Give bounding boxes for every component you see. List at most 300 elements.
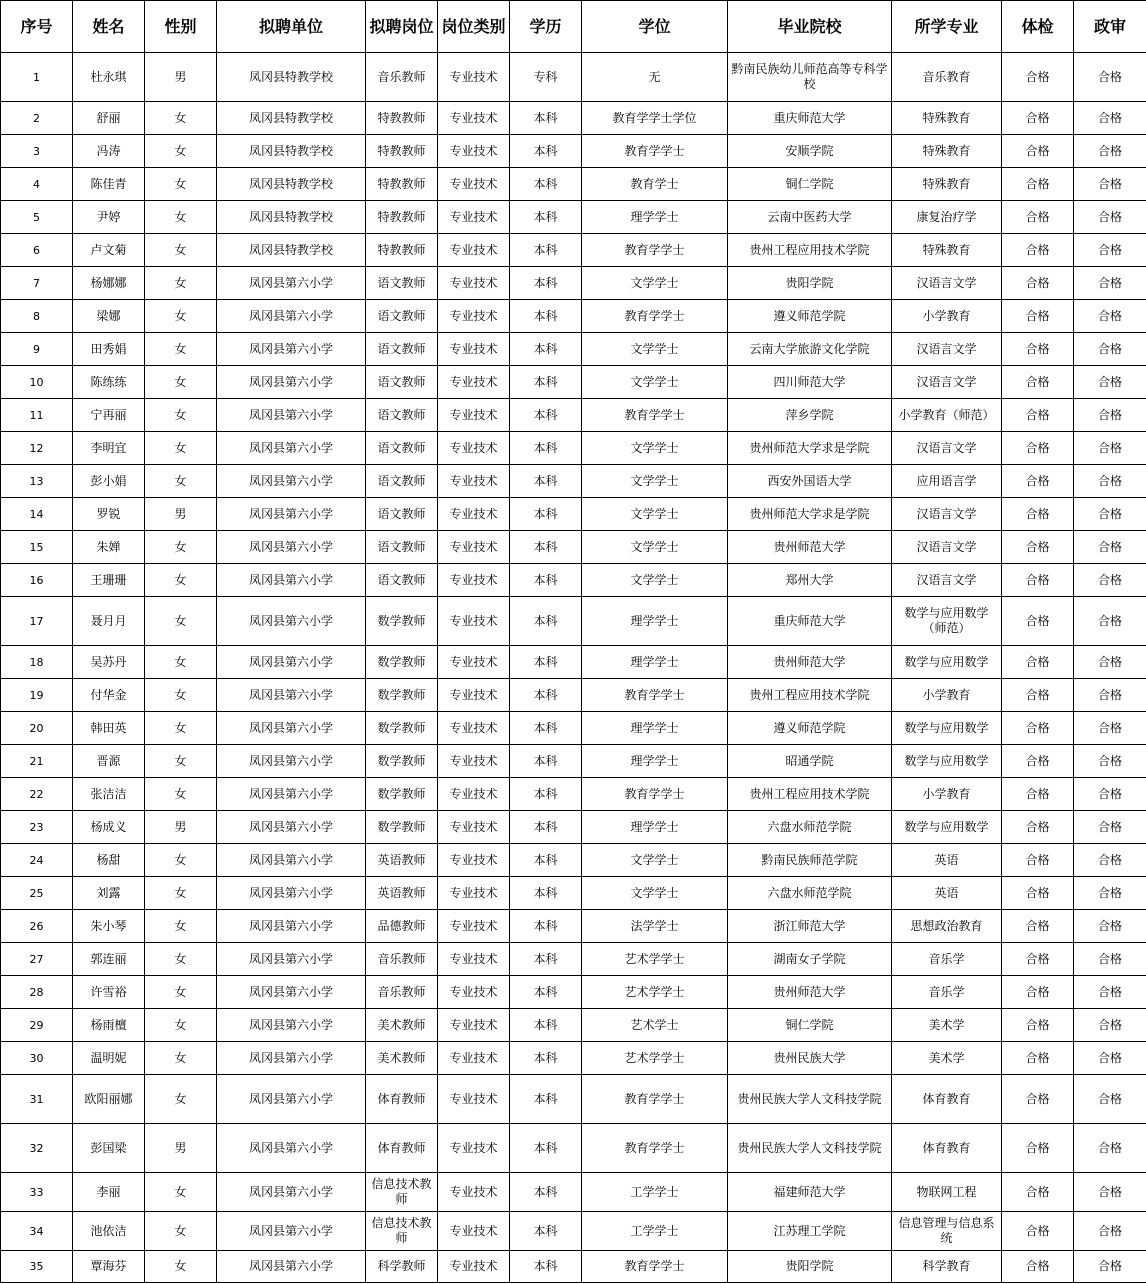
- position-cell: 体育教师: [366, 1075, 438, 1124]
- school-cell: 浙江师范大学: [728, 910, 892, 943]
- education-cell: 本科: [510, 778, 582, 811]
- position-cell: 语文教师: [366, 498, 438, 531]
- major-cell: 英语: [892, 844, 1002, 877]
- school-cell: 萍乡学院: [728, 399, 892, 432]
- position-cell: 语文教师: [366, 267, 438, 300]
- medical-check-cell: 合格: [1002, 1009, 1074, 1042]
- school-cell: 江苏理工学院: [728, 1212, 892, 1251]
- table-row: [1, 300, 1146, 333]
- name-cell: 欧阳丽娜: [73, 1075, 145, 1124]
- table-row: [1, 333, 1146, 366]
- position-cell: 数学教师: [366, 712, 438, 745]
- degree-cell: 艺术学学士: [582, 976, 728, 1009]
- table-row: [1, 811, 1146, 844]
- major-cell: 思想政治教育: [892, 910, 1002, 943]
- background-check-cell: 合格: [1074, 135, 1146, 168]
- degree-cell: 教育学士: [582, 168, 728, 201]
- degree-cell: 文学学士: [582, 267, 728, 300]
- medical-check-cell: 合格: [1002, 53, 1074, 102]
- unit-cell: 凤冈县第六小学: [217, 597, 366, 646]
- school-cell: 湖南女子学院: [728, 943, 892, 976]
- category-cell: 专业技术: [438, 976, 510, 1009]
- school-cell: 贵州师范大学求是学院: [728, 432, 892, 465]
- unit-cell: 凤冈县第六小学: [217, 877, 366, 910]
- major-cell: 小学教育: [892, 679, 1002, 712]
- major-cell: 汉语言文学: [892, 366, 1002, 399]
- category-cell: 专业技术: [438, 432, 510, 465]
- table-row: [1, 910, 1146, 943]
- name-cell: 聂月月: [73, 597, 145, 646]
- medical-check-cell: 合格: [1002, 1042, 1074, 1075]
- name-cell: 杨娜娜: [73, 267, 145, 300]
- table-row: [1, 102, 1146, 135]
- gender-cell: 女: [145, 564, 217, 597]
- name-cell: 杨甜: [73, 844, 145, 877]
- medical-check-cell: 合格: [1002, 135, 1074, 168]
- medical-check-cell: 合格: [1002, 498, 1074, 531]
- gender-cell: 男: [145, 811, 217, 844]
- degree-cell: 教育学学士: [582, 1075, 728, 1124]
- table-row: [1, 1212, 1146, 1251]
- position-cell: 美术教师: [366, 1009, 438, 1042]
- index-cell: 27: [1, 943, 73, 976]
- background-check-cell: 合格: [1074, 1212, 1146, 1251]
- index-cell: 8: [1, 300, 73, 333]
- medical-check-cell: 合格: [1002, 1075, 1074, 1124]
- header-cell: 姓名: [73, 1, 145, 53]
- table-row: [1, 531, 1146, 564]
- education-cell: 本科: [510, 1124, 582, 1173]
- background-check-cell: 合格: [1074, 1075, 1146, 1124]
- table-row: [1, 778, 1146, 811]
- background-check-cell: 合格: [1074, 778, 1146, 811]
- category-cell: 专业技术: [438, 778, 510, 811]
- medical-check-cell: 合格: [1002, 234, 1074, 267]
- table-row: [1, 646, 1146, 679]
- school-cell: 云南中医药大学: [728, 201, 892, 234]
- education-cell: 本科: [510, 976, 582, 1009]
- school-cell: 郑州大学: [728, 564, 892, 597]
- degree-cell: 教育学学士: [582, 399, 728, 432]
- name-cell: 李明宜: [73, 432, 145, 465]
- education-cell: 本科: [510, 910, 582, 943]
- name-cell: 宁再丽: [73, 399, 145, 432]
- header-cell: 学历: [510, 1, 582, 53]
- background-check-cell: 合格: [1074, 465, 1146, 498]
- category-cell: 专业技术: [438, 53, 510, 102]
- gender-cell: 女: [145, 679, 217, 712]
- degree-cell: 理学学士: [582, 745, 728, 778]
- education-cell: 本科: [510, 432, 582, 465]
- category-cell: 专业技术: [438, 910, 510, 943]
- major-cell: 科学教育: [892, 1251, 1002, 1283]
- major-cell: 特殊教育: [892, 102, 1002, 135]
- position-cell: 音乐教师: [366, 943, 438, 976]
- background-check-cell: 合格: [1074, 234, 1146, 267]
- index-cell: 13: [1, 465, 73, 498]
- background-check-cell: 合格: [1074, 53, 1146, 102]
- education-cell: 本科: [510, 168, 582, 201]
- major-cell: 汉语言文学: [892, 531, 1002, 564]
- header-cell: 学位: [582, 1, 728, 53]
- name-cell: 杨雨檀: [73, 1009, 145, 1042]
- medical-check-cell: 合格: [1002, 465, 1074, 498]
- table-row: [1, 844, 1146, 877]
- table-row: [1, 877, 1146, 910]
- category-cell: 专业技术: [438, 399, 510, 432]
- position-cell: 语文教师: [366, 333, 438, 366]
- medical-check-cell: 合格: [1002, 366, 1074, 399]
- name-cell: 朱婵: [73, 531, 145, 564]
- position-cell: 音乐教师: [366, 976, 438, 1009]
- category-cell: 专业技术: [438, 333, 510, 366]
- category-cell: 专业技术: [438, 102, 510, 135]
- education-cell: 本科: [510, 564, 582, 597]
- background-check-cell: 合格: [1074, 300, 1146, 333]
- table-row: [1, 597, 1146, 646]
- header-cell: 毕业院校: [728, 1, 892, 53]
- header-cell: 体检: [1002, 1, 1074, 53]
- background-check-cell: 合格: [1074, 366, 1146, 399]
- table-row: [1, 679, 1146, 712]
- gender-cell: 女: [145, 844, 217, 877]
- table-row: [1, 465, 1146, 498]
- background-check-cell: 合格: [1074, 646, 1146, 679]
- background-check-cell: 合格: [1074, 745, 1146, 778]
- major-cell: 美术学: [892, 1042, 1002, 1075]
- index-cell: 32: [1, 1124, 73, 1173]
- name-cell: 许雪裕: [73, 976, 145, 1009]
- unit-cell: 凤冈县第六小学: [217, 745, 366, 778]
- degree-cell: 文学学士: [582, 333, 728, 366]
- index-cell: 18: [1, 646, 73, 679]
- category-cell: 专业技术: [438, 465, 510, 498]
- school-cell: 铜仁学院: [728, 1009, 892, 1042]
- background-check-cell: 合格: [1074, 102, 1146, 135]
- index-cell: 5: [1, 201, 73, 234]
- position-cell: 特教教师: [366, 234, 438, 267]
- gender-cell: 女: [145, 333, 217, 366]
- category-cell: 专业技术: [438, 234, 510, 267]
- table-row: [1, 976, 1146, 1009]
- school-cell: 遵义师范学院: [728, 712, 892, 745]
- school-cell: 贵州工程应用技术学院: [728, 679, 892, 712]
- unit-cell: 凤冈县第六小学: [217, 679, 366, 712]
- school-cell: 遵义师范学院: [728, 300, 892, 333]
- education-cell: 本科: [510, 1212, 582, 1251]
- education-cell: 本科: [510, 531, 582, 564]
- unit-cell: 凤冈县第六小学: [217, 1173, 366, 1212]
- index-cell: 29: [1, 1009, 73, 1042]
- index-cell: 24: [1, 844, 73, 877]
- medical-check-cell: 合格: [1002, 646, 1074, 679]
- position-cell: 信息技术教师: [366, 1173, 438, 1212]
- index-cell: 6: [1, 234, 73, 267]
- name-cell: 池依洁: [73, 1212, 145, 1251]
- unit-cell: 凤冈县第六小学: [217, 976, 366, 1009]
- background-check-cell: 合格: [1074, 844, 1146, 877]
- background-check-cell: 合格: [1074, 1173, 1146, 1212]
- unit-cell: 凤冈县第六小学: [217, 712, 366, 745]
- medical-check-cell: 合格: [1002, 564, 1074, 597]
- table-row: [1, 564, 1146, 597]
- unit-cell: 凤冈县第六小学: [217, 844, 366, 877]
- name-cell: 彭小娟: [73, 465, 145, 498]
- name-cell: 舒丽: [73, 102, 145, 135]
- name-cell: 李丽: [73, 1173, 145, 1212]
- education-cell: 本科: [510, 877, 582, 910]
- degree-cell: 教育学学士: [582, 1251, 728, 1283]
- major-cell: 特殊教育: [892, 234, 1002, 267]
- position-cell: 英语教师: [366, 844, 438, 877]
- category-cell: 专业技术: [438, 811, 510, 844]
- category-cell: 专业技术: [438, 745, 510, 778]
- major-cell: 物联网工程: [892, 1173, 1002, 1212]
- unit-cell: 凤冈县特教学校: [217, 53, 366, 102]
- background-check-cell: 合格: [1074, 1042, 1146, 1075]
- major-cell: 汉语言文学: [892, 498, 1002, 531]
- school-cell: 贵州工程应用技术学院: [728, 778, 892, 811]
- major-cell: 汉语言文学: [892, 564, 1002, 597]
- table-row: [1, 1124, 1146, 1173]
- category-cell: 专业技术: [438, 498, 510, 531]
- position-cell: 英语教师: [366, 877, 438, 910]
- unit-cell: 凤冈县第六小学: [217, 811, 366, 844]
- name-cell: 梁娜: [73, 300, 145, 333]
- name-cell: 陈佳青: [73, 168, 145, 201]
- position-cell: 数学教师: [366, 597, 438, 646]
- background-check-cell: 合格: [1074, 168, 1146, 201]
- degree-cell: 文学学士: [582, 877, 728, 910]
- unit-cell: 凤冈县第六小学: [217, 366, 366, 399]
- category-cell: 专业技术: [438, 679, 510, 712]
- index-cell: 17: [1, 597, 73, 646]
- education-cell: 本科: [510, 712, 582, 745]
- school-cell: 云南大学旅游文化学院: [728, 333, 892, 366]
- background-check-cell: 合格: [1074, 333, 1146, 366]
- medical-check-cell: 合格: [1002, 910, 1074, 943]
- unit-cell: 凤冈县第六小学: [217, 333, 366, 366]
- header-row: [1, 1, 1146, 53]
- position-cell: 语文教师: [366, 300, 438, 333]
- table-row: [1, 366, 1146, 399]
- school-cell: 贵州师范大学: [728, 646, 892, 679]
- education-cell: 本科: [510, 844, 582, 877]
- gender-cell: 女: [145, 877, 217, 910]
- name-cell: 彭国梁: [73, 1124, 145, 1173]
- gender-cell: 女: [145, 300, 217, 333]
- gender-cell: 女: [145, 201, 217, 234]
- category-cell: 专业技术: [438, 531, 510, 564]
- medical-check-cell: 合格: [1002, 877, 1074, 910]
- degree-cell: 工学学士: [582, 1173, 728, 1212]
- name-cell: 温明妮: [73, 1042, 145, 1075]
- major-cell: 体育教育: [892, 1124, 1002, 1173]
- unit-cell: 凤冈县第六小学: [217, 943, 366, 976]
- school-cell: 贵阳学院: [728, 1251, 892, 1283]
- major-cell: 特殊教育: [892, 168, 1002, 201]
- position-cell: 数学教师: [366, 745, 438, 778]
- gender-cell: 女: [145, 267, 217, 300]
- index-cell: 30: [1, 1042, 73, 1075]
- degree-cell: 文学学士: [582, 465, 728, 498]
- education-cell: 本科: [510, 399, 582, 432]
- unit-cell: 凤冈县第六小学: [217, 531, 366, 564]
- gender-cell: 女: [145, 432, 217, 465]
- unit-cell: 凤冈县第六小学: [217, 465, 366, 498]
- name-cell: 冯涛: [73, 135, 145, 168]
- header-cell: 所学专业: [892, 1, 1002, 53]
- medical-check-cell: 合格: [1002, 102, 1074, 135]
- education-cell: 本科: [510, 679, 582, 712]
- category-cell: 专业技术: [438, 597, 510, 646]
- background-check-cell: 合格: [1074, 399, 1146, 432]
- position-cell: 语文教师: [366, 399, 438, 432]
- major-cell: 汉语言文学: [892, 267, 1002, 300]
- table-row: [1, 168, 1146, 201]
- gender-cell: 男: [145, 53, 217, 102]
- table-row: [1, 432, 1146, 465]
- category-cell: 专业技术: [438, 1251, 510, 1283]
- name-cell: 晋源: [73, 745, 145, 778]
- medical-check-cell: 合格: [1002, 1124, 1074, 1173]
- index-cell: 15: [1, 531, 73, 564]
- school-cell: 安顺学院: [728, 135, 892, 168]
- gender-cell: 女: [145, 1212, 217, 1251]
- position-cell: 体育教师: [366, 1124, 438, 1173]
- degree-cell: 理学学士: [582, 597, 728, 646]
- school-cell: 贵州师范大学求是学院: [728, 498, 892, 531]
- degree-cell: 教育学学士: [582, 234, 728, 267]
- gender-cell: 女: [145, 1251, 217, 1283]
- unit-cell: 凤冈县第六小学: [217, 646, 366, 679]
- medical-check-cell: 合格: [1002, 432, 1074, 465]
- name-cell: 韩田英: [73, 712, 145, 745]
- education-cell: 本科: [510, 597, 582, 646]
- gender-cell: 男: [145, 498, 217, 531]
- background-check-cell: 合格: [1074, 531, 1146, 564]
- index-cell: 14: [1, 498, 73, 531]
- unit-cell: 凤冈县第六小学: [217, 778, 366, 811]
- table-row: [1, 1009, 1146, 1042]
- degree-cell: 无: [582, 53, 728, 102]
- gender-cell: 女: [145, 1042, 217, 1075]
- background-check-cell: 合格: [1074, 1009, 1146, 1042]
- school-cell: 贵州工程应用技术学院: [728, 234, 892, 267]
- index-cell: 25: [1, 877, 73, 910]
- category-cell: 专业技术: [438, 844, 510, 877]
- unit-cell: 凤冈县特教学校: [217, 135, 366, 168]
- header-cell: 性别: [145, 1, 217, 53]
- position-cell: 语文教师: [366, 531, 438, 564]
- index-cell: 4: [1, 168, 73, 201]
- gender-cell: 女: [145, 531, 217, 564]
- name-cell: 付华金: [73, 679, 145, 712]
- gender-cell: 女: [145, 712, 217, 745]
- category-cell: 专业技术: [438, 877, 510, 910]
- medical-check-cell: 合格: [1002, 712, 1074, 745]
- medical-check-cell: 合格: [1002, 811, 1074, 844]
- school-cell: 四川师范大学: [728, 366, 892, 399]
- background-check-cell: 合格: [1074, 943, 1146, 976]
- major-cell: 数学与应用数学: [892, 811, 1002, 844]
- name-cell: 陈练练: [73, 366, 145, 399]
- gender-cell: 女: [145, 168, 217, 201]
- degree-cell: 教育学学士: [582, 300, 728, 333]
- gender-cell: 女: [145, 234, 217, 267]
- degree-cell: 艺术学学士: [582, 1042, 728, 1075]
- education-cell: 本科: [510, 135, 582, 168]
- education-cell: 本科: [510, 943, 582, 976]
- category-cell: 专业技术: [438, 201, 510, 234]
- name-cell: 覃海芬: [73, 1251, 145, 1283]
- index-cell: 28: [1, 976, 73, 1009]
- major-cell: 音乐教育: [892, 53, 1002, 102]
- background-check-cell: 合格: [1074, 712, 1146, 745]
- table-row: [1, 267, 1146, 300]
- unit-cell: 凤冈县第六小学: [217, 399, 366, 432]
- school-cell: 贵州民族大学: [728, 1042, 892, 1075]
- category-cell: 专业技术: [438, 1173, 510, 1212]
- table-row: [1, 1251, 1146, 1283]
- category-cell: 专业技术: [438, 267, 510, 300]
- gender-cell: 女: [145, 1009, 217, 1042]
- background-check-cell: 合格: [1074, 267, 1146, 300]
- name-cell: 卢文菊: [73, 234, 145, 267]
- medical-check-cell: 合格: [1002, 844, 1074, 877]
- gender-cell: 女: [145, 943, 217, 976]
- education-cell: 专科: [510, 53, 582, 102]
- index-cell: 7: [1, 267, 73, 300]
- degree-cell: 理学学士: [582, 201, 728, 234]
- category-cell: 专业技术: [438, 646, 510, 679]
- name-cell: 王珊珊: [73, 564, 145, 597]
- medical-check-cell: 合格: [1002, 745, 1074, 778]
- school-cell: 贵州民族大学人文科技学院: [728, 1075, 892, 1124]
- major-cell: 音乐学: [892, 976, 1002, 1009]
- major-cell: 数学与应用数学: [892, 712, 1002, 745]
- degree-cell: 理学学士: [582, 712, 728, 745]
- category-cell: 专业技术: [438, 1075, 510, 1124]
- background-check-cell: 合格: [1074, 679, 1146, 712]
- background-check-cell: 合格: [1074, 1251, 1146, 1283]
- unit-cell: 凤冈县第六小学: [217, 1075, 366, 1124]
- unit-cell: 凤冈县第六小学: [217, 910, 366, 943]
- category-cell: 专业技术: [438, 1042, 510, 1075]
- school-cell: 黔南民族师范学院: [728, 844, 892, 877]
- position-cell: 特教教师: [366, 201, 438, 234]
- major-cell: 汉语言文学: [892, 432, 1002, 465]
- index-cell: 34: [1, 1212, 73, 1251]
- index-cell: 22: [1, 778, 73, 811]
- medical-check-cell: 合格: [1002, 679, 1074, 712]
- unit-cell: 凤冈县第六小学: [217, 300, 366, 333]
- major-cell: 康复治疗学: [892, 201, 1002, 234]
- unit-cell: 凤冈县特教学校: [217, 168, 366, 201]
- gender-cell: 女: [145, 135, 217, 168]
- background-check-cell: 合格: [1074, 498, 1146, 531]
- school-cell: 六盘水师范学院: [728, 877, 892, 910]
- position-cell: 信息技术教师: [366, 1212, 438, 1251]
- index-cell: 23: [1, 811, 73, 844]
- education-cell: 本科: [510, 300, 582, 333]
- degree-cell: 文学学士: [582, 432, 728, 465]
- medical-check-cell: 合格: [1002, 300, 1074, 333]
- category-cell: 专业技术: [438, 1124, 510, 1173]
- name-cell: 杜永琪: [73, 53, 145, 102]
- gender-cell: 女: [145, 976, 217, 1009]
- gender-cell: 女: [145, 1075, 217, 1124]
